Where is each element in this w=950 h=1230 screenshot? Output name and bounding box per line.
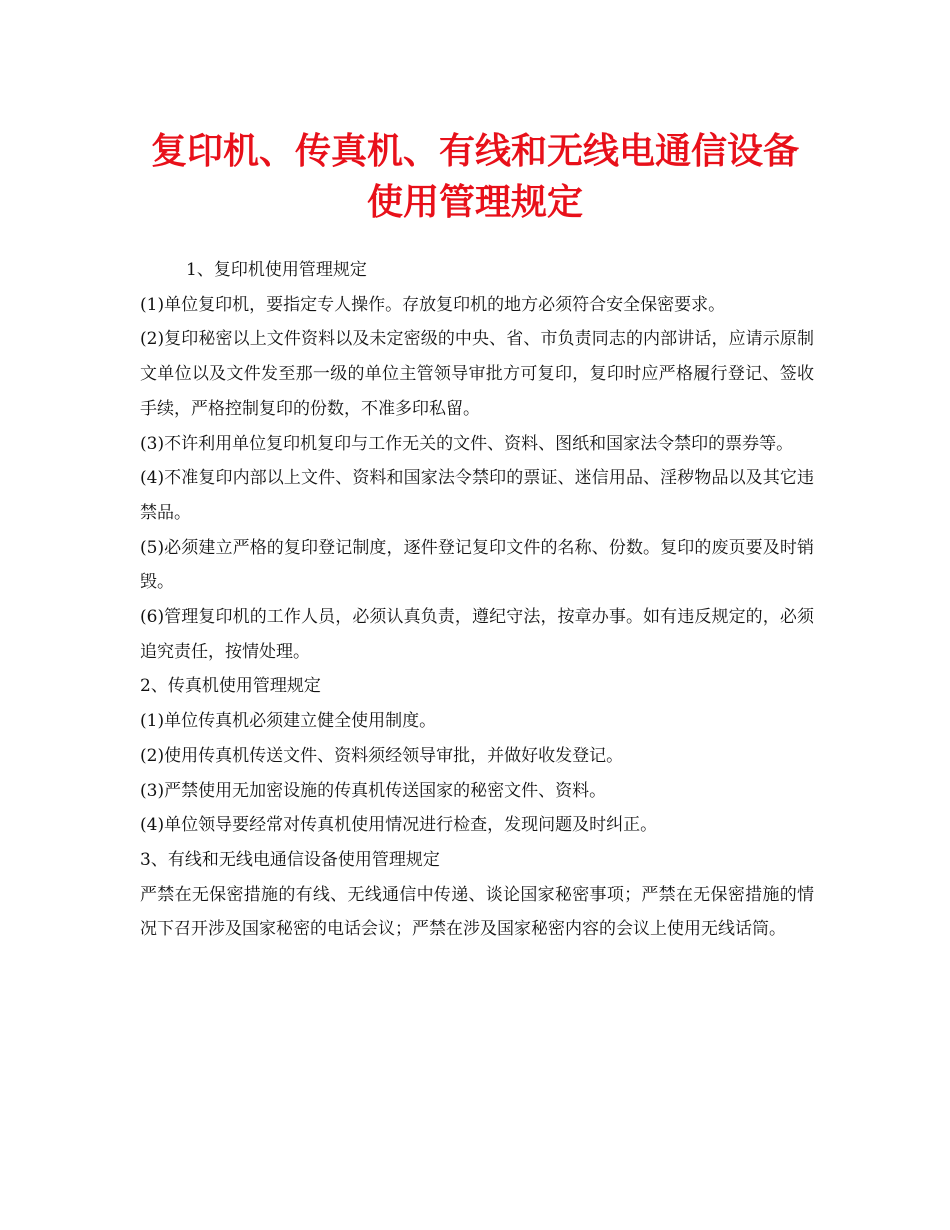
copier-rule-4: (4)不准复印内部以上文件、资料和国家法令禁印的票证、迷信用品、淫秽物品以及其它违禁品。 bbox=[140, 468, 814, 523]
fax-rule-1: (1)单位传真机必须建立健全使用制度。 bbox=[140, 711, 437, 732]
fax-rule-4: (4)单位领导要经常对传真机使用情况进行检查，发现问题及时纠正。 bbox=[140, 815, 658, 836]
copier-rule-6: (6)管理复印机的工作人员，必须认真负责，遵纪守法，按章办事。如有违反规定的，必须追究责任，按情处理。 bbox=[140, 607, 814, 662]
section-heading-fax: 2、传真机使用管理规定 bbox=[140, 676, 321, 697]
copier-rule-3: (3)不许利用单位复印机复印与工作无关的文件、资料、图纸和国家法令禁印的票券等。 bbox=[140, 433, 794, 454]
document-body bbox=[140, 253, 814, 947]
section-heading-copier: 1、复印机使用管理规定 bbox=[186, 260, 367, 280]
fax-rule-2: (2)使用传真机传送文件、资料须经领导审批，并做好收发登记。 bbox=[140, 745, 624, 766]
copier-rule-2: (2)复印秘密以上文件资料以及未定密级的中央、省、市负责同志的内部讲话，应请示原制文单位以及文件发至那一级的单位主管领导审批方可复印，复印时应严格履行登记、签收手续，严格控制复印的份数，不准多印私留。 bbox=[140, 329, 814, 419]
fax-rule-3: (3)严禁使用无加密设施的传真机传送国家的秘密文件、资料。 bbox=[140, 780, 607, 801]
section-heading-telecom: 3、有线和无线电通信设备使用管理规定 bbox=[140, 849, 440, 870]
document-title: 复印机、传真机、有线和无线电通信设备使用管理规定 bbox=[150, 130, 799, 223]
copier-rule-1: (1)单位复印机，要指定专人操作。存放复印机的地方必须符合安全保密要求。 bbox=[140, 294, 726, 315]
telecom-rule: 严禁在无保密措施的有线、无线通信中传递、谈论国家秘密事项；严禁在无保密措施的情况下召开涉及国家秘密的电话会议；严禁在涉及国家秘密内容的会议上使用无线话筒。 bbox=[140, 884, 814, 940]
copier-rule-5: (5)必须建立严格的复印登记制度，逐件登记复印文件的名称、份数。复印的废页要及时销毁。 bbox=[140, 537, 814, 593]
